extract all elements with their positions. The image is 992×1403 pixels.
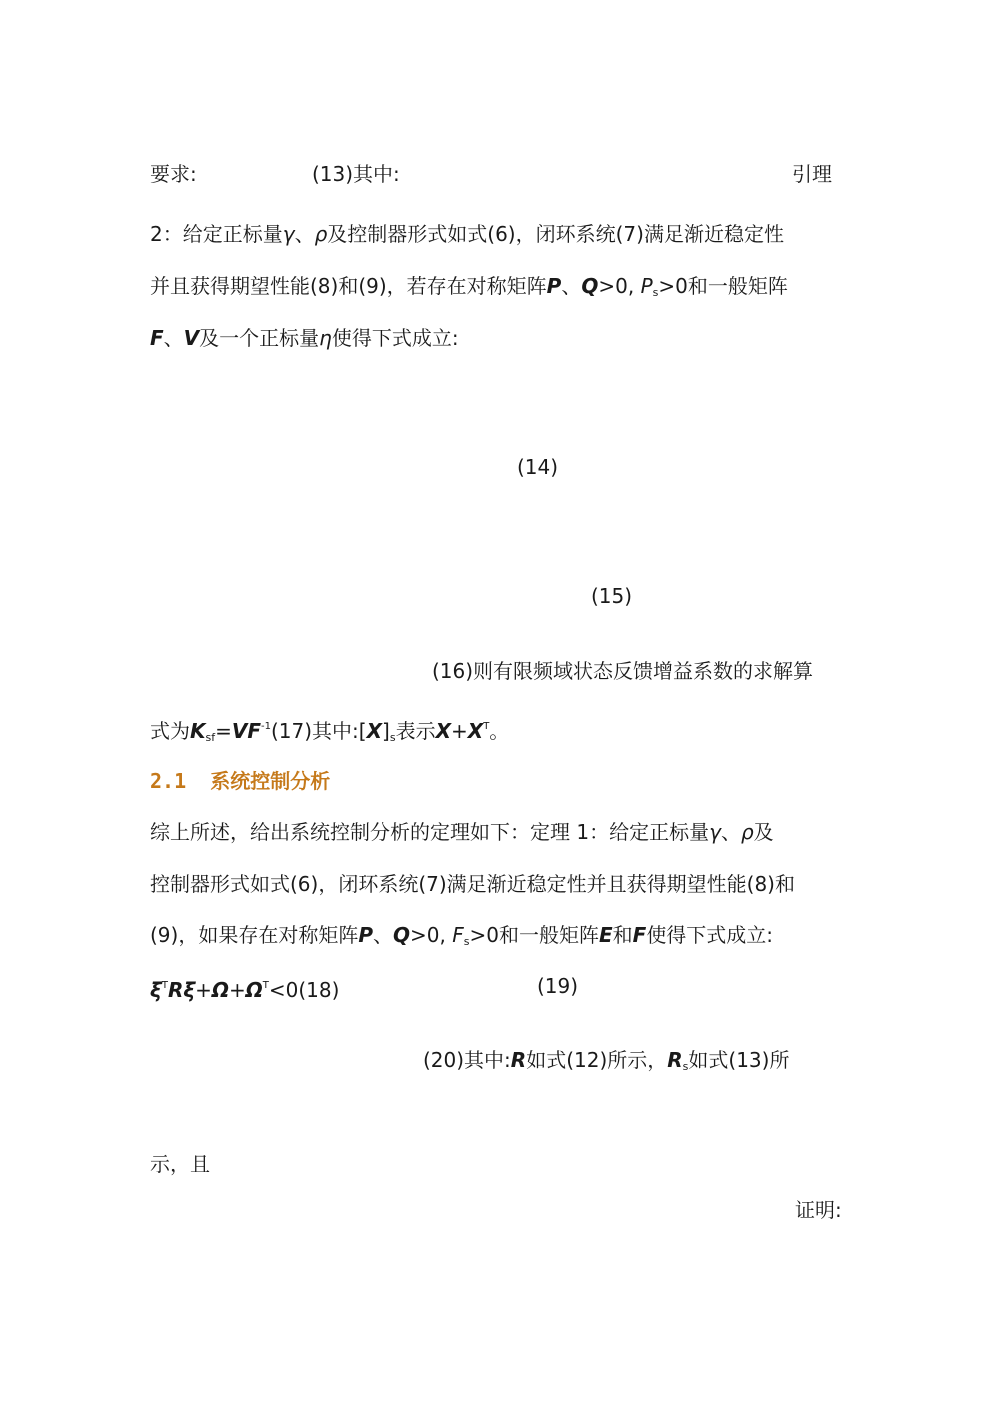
matrix-X: X <box>435 719 451 743</box>
text-general-matrix: 和一般矩阵 <box>687 274 788 298</box>
matrix-R: R <box>167 978 184 1002</box>
subscript-s: s <box>682 1060 689 1073</box>
text-requirement: 要求: <box>150 162 197 186</box>
text-formula-is: 式为 <box>150 719 190 743</box>
symbol-rho: ρ <box>740 820 754 844</box>
line-1-lemma <box>792 161 832 187</box>
symbol-xi: ξ <box>183 978 196 1002</box>
text-summary: 综上所述，给出系统控制分析的定理如下：定理 1：给定正标量 <box>150 820 710 844</box>
text-lemma: 引理 <box>792 162 832 186</box>
text-lemma2-cont: 及控制器形式如式(6)，闭环系统(7)满足渐近稳定性 <box>327 222 784 246</box>
para-line-3 <box>150 922 773 955</box>
matrix-Ps: P <box>640 274 653 298</box>
text-as-eq13: 如式(13)所 <box>688 1048 790 1072</box>
para-line-5 <box>423 1047 789 1080</box>
equation-14-label: (14) <box>517 455 559 479</box>
section-number: 2.1 <box>150 769 187 793</box>
superscript-minus1: -1 <box>261 721 271 732</box>
text-ineq18: <0(18) <box>268 978 340 1002</box>
matrix-P: P <box>358 923 374 947</box>
proof-label: 证明: <box>795 1198 842 1222</box>
text-and: 和 <box>612 923 633 947</box>
matrix-omega: Ω <box>245 978 263 1002</box>
text-gt0: >0, <box>410 923 446 947</box>
section-title: 系统控制分析 <box>210 769 331 793</box>
text-sep: 、 <box>163 326 184 350</box>
matrix-Q: Q <box>581 274 599 298</box>
line-17 <box>150 714 509 751</box>
subscript-s: s <box>463 935 470 948</box>
para-line-4 <box>150 973 339 1003</box>
matrix-K: K <box>190 719 206 743</box>
text-holds: 使得下式成立: <box>331 326 459 350</box>
text-sep: 、 <box>294 222 315 246</box>
symbol-xi: ξ <box>150 978 162 1002</box>
matrix-VF: VF <box>231 719 262 743</box>
text-gt0: >0 <box>469 923 499 947</box>
subscript-s: s <box>389 731 396 744</box>
text-plus: + <box>195 978 212 1002</box>
line-3 <box>150 273 788 306</box>
text-period: 。 <box>489 719 510 743</box>
line-1 <box>150 161 197 187</box>
text-sep: 、 <box>561 274 582 298</box>
section-heading <box>150 768 330 794</box>
matrix-E: E <box>598 923 613 947</box>
text-sep: 、 <box>373 923 394 947</box>
superscript-T: T <box>483 721 490 732</box>
para-line-1 <box>150 819 774 845</box>
text-sep: 、 <box>720 820 741 844</box>
text-bracket: ] <box>382 719 390 743</box>
matrix-X: X <box>366 719 383 743</box>
line-1-eq13 <box>312 161 400 187</box>
line-2 <box>150 221 784 247</box>
text-equals: = <box>215 719 232 743</box>
text-general-matrix: 和一般矩阵 <box>498 923 599 947</box>
text-eq20-where: (20)其中: <box>423 1048 511 1072</box>
line-16: (16)则有限频域状态反馈增益系数的求解算 <box>432 659 814 683</box>
text-positive-scalar: 及一个正标量 <box>199 326 320 350</box>
matrix-V: V <box>183 326 200 350</box>
line-4 <box>150 325 459 351</box>
text-line3-start: 并且获得期望性能(8)和(9)，若存在对称矩阵 <box>150 274 547 298</box>
symbol-rho: ρ <box>314 222 328 246</box>
matrix-X: X <box>467 719 484 743</box>
text-eq17-where: (17)其中: <box>271 719 359 743</box>
equation-15-label: (15) <box>591 584 633 608</box>
text-as-eq12: 如式(12)所示， <box>526 1048 668 1072</box>
superscript-T: T <box>262 980 269 991</box>
matrix-Fs: F <box>452 923 464 947</box>
matrix-F: F <box>632 923 647 947</box>
text-gt0: >0, <box>598 274 635 298</box>
text-lemma2-start: 2：给定正标量 <box>150 222 283 246</box>
text-bracket: [ <box>358 719 367 743</box>
subscript-sf: sf <box>205 731 216 744</box>
text-plus: + <box>451 719 468 743</box>
text-denotes: 表示 <box>395 719 436 743</box>
text-plus: + <box>228 978 246 1002</box>
matrix-Q: Q <box>393 923 411 947</box>
superscript-T: T <box>161 980 168 991</box>
symbol-eta: η <box>319 326 332 350</box>
symbol-gamma: γ <box>709 820 721 844</box>
symbol-gamma: γ <box>282 222 295 246</box>
text-line-start: (9)，如果存在对称矩阵 <box>150 923 359 947</box>
matrix-R: R <box>510 1048 527 1072</box>
subscript-s: s <box>652 286 659 299</box>
matrix-omega: Ω <box>211 978 229 1002</box>
matrix-P: P <box>546 274 562 298</box>
matrix-Rs: R <box>667 1048 683 1072</box>
equation-19-label: (19) <box>537 974 579 998</box>
para-line-6: 示，且 <box>150 1152 210 1176</box>
text-holds: 使得下式成立: <box>646 923 774 947</box>
para-line-2: 控制器形式如式(6)，闭环系统(7)满足渐近稳定性并且获得期望性能(8)和 <box>150 872 795 896</box>
text-and: 及 <box>753 820 774 844</box>
text-eq13-where: (13)其中: <box>312 162 400 186</box>
matrix-F: F <box>150 326 164 350</box>
text-gt0: >0 <box>658 274 688 298</box>
